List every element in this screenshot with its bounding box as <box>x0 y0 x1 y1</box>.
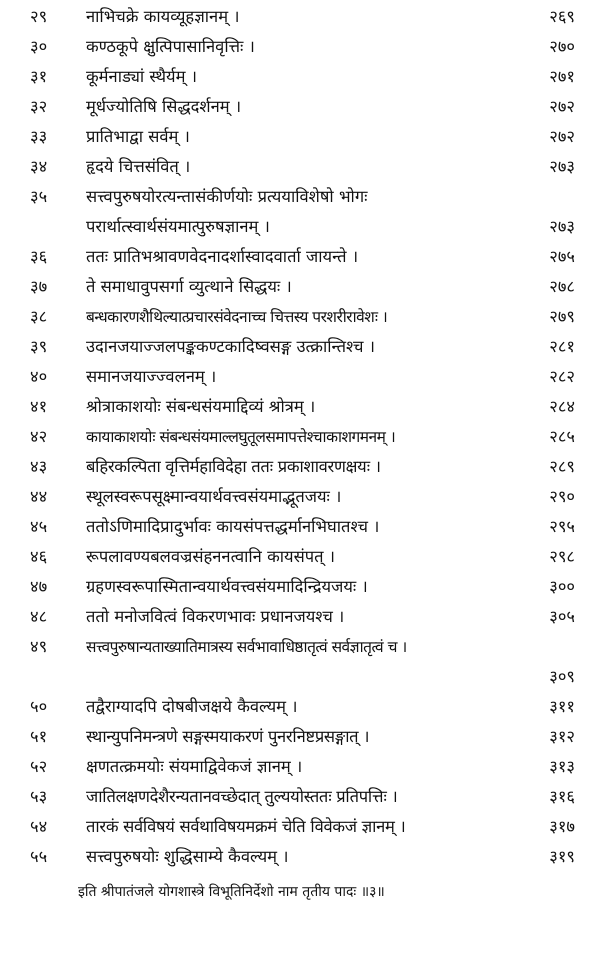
sutra-text: ग्रहणस्वरूपास्मितान्वयार्थवत्त्वसंयमादिन्द्रियजयः । <box>86 577 368 596</box>
sutra-text: ततोऽणिमादिप्रादुर्भावः कायसंपत्तद्धर्मानभिघातश्च । <box>86 517 380 536</box>
sutra-text: कूर्मनाड्यां स्थैर्यम् । <box>86 67 197 86</box>
page-number: २८२ <box>549 367 575 386</box>
page-number: ३१७ <box>549 817 575 836</box>
list-item <box>20 782 585 812</box>
page-number: २७५ <box>549 247 575 266</box>
page-number: ३११ <box>549 697 575 716</box>
list-item <box>20 632 585 692</box>
sutra-number: २९ <box>30 7 48 26</box>
page-number: ३१६ <box>549 787 575 806</box>
page-number: २७२ <box>549 97 575 116</box>
sutra-text: रूपलावण्यबलवज्रसंहननत्वानि कायसंपत् । <box>86 547 336 566</box>
sutra-number: ३३ <box>30 127 48 146</box>
page-number: ३०० <box>549 577 575 596</box>
sutra-number: ५२ <box>30 757 48 776</box>
sutra-text: नाभिचक्रे कायव्यूहज्ञानम् । <box>86 7 240 26</box>
list-item <box>20 542 585 572</box>
sutra-number: ३५ <box>30 187 48 206</box>
sutra-number: ३२ <box>30 97 48 116</box>
page-number: ३०५ <box>549 607 575 626</box>
sutra-number: ४१ <box>30 397 48 416</box>
sutra-number: ३१ <box>30 67 48 86</box>
page-number: ३१९ <box>549 847 575 866</box>
page-number: २९५ <box>549 517 575 536</box>
list-item <box>20 452 585 482</box>
page-number: २७९ <box>549 307 575 326</box>
sutra-text-continued: परार्थात्स्वार्थसंयमात्पुरुषज्ञानम् । <box>86 217 270 236</box>
list-item <box>20 152 585 182</box>
sutra-number: ४४ <box>30 487 48 506</box>
sutra-text: कण्ठकूपे क्षुत्पिपासानिवृत्तिः । <box>86 37 255 56</box>
list-item <box>20 362 585 392</box>
page-number: २७३ <box>549 217 575 236</box>
page-number: २७३ <box>549 157 575 176</box>
list-item <box>20 2 585 32</box>
list-item <box>20 842 585 872</box>
sutra-text: प्रातिभाद्वा सर्वम् । <box>86 127 190 146</box>
list-item <box>20 242 585 272</box>
sutra-number: ५३ <box>30 787 48 806</box>
sutra-number: ४९ <box>30 637 48 656</box>
sutra-text: क्षणतत्क्रमयोः संयमाद्विवेकजं ज्ञानम् । <box>86 757 303 776</box>
page-number: २६९ <box>549 7 575 26</box>
sutra-number: ३० <box>30 37 48 56</box>
sutra-text: हृदये चित्तसंवित् । <box>86 157 191 176</box>
page-number: २९० <box>549 487 575 506</box>
sutra-text: स्थूलस्वरूपसूक्ष्मान्वयार्थवत्त्वसंयमाद्भूतजयः । <box>86 487 342 506</box>
page-number: २८१ <box>549 337 575 356</box>
sutra-number: ५४ <box>30 817 48 836</box>
sutra-text: तद्वैराग्यादपि दोषबीजक्षये कैवल्यम् । <box>86 697 298 716</box>
sutra-text: तारकं सर्वविषयं सर्वथाविषयमक्रमं चेति विवेकजं ज्ञानम् । <box>86 817 406 836</box>
list-item <box>20 692 585 722</box>
list-item <box>20 602 585 632</box>
sutra-number: ४० <box>30 367 48 386</box>
sutra-text: बहिरकल्पिता वृत्तिर्महाविदेहा ततः प्रकाशावरणक्षयः । <box>86 457 381 476</box>
page-number: २८९ <box>549 457 575 476</box>
sutra-text: सत्त्वपुरुषयोरत्यन्तासंकीर्णयोः प्रत्ययाविशेषो भोगः <box>86 187 368 206</box>
sutra-number: ३६ <box>30 247 48 266</box>
list-item <box>20 182 585 242</box>
sutra-text: जातिलक्षणदेशैरन्यतानवच्छेदात् तुल्ययोस्ततः प्रतिपत्तिः । <box>86 787 398 806</box>
sutra-number: ५५ <box>30 847 48 866</box>
sutra-number: ३८ <box>30 307 48 326</box>
list-item <box>20 572 585 602</box>
page-number: २७१ <box>549 67 575 86</box>
list-item <box>20 422 585 452</box>
page-number: ३०९ <box>549 667 575 686</box>
page-number: २७८ <box>549 277 575 296</box>
list-item <box>20 92 585 122</box>
sutra-number: ४८ <box>30 607 48 626</box>
sutra-number: ४७ <box>30 577 48 596</box>
page-number: ३१२ <box>549 727 575 746</box>
sutra-list <box>20 2 585 872</box>
sutra-text: ते समाधावुपसर्गा व्युत्थाने सिद्धयः । <box>86 277 292 296</box>
sutra-number: ५१ <box>30 727 48 746</box>
sutra-text: स्थान्युपनिमन्त्रणे सङ्गस्मयाकरणं पुनरनिष्टप्रसङ्गात् । <box>86 727 370 746</box>
sutra-number: ५० <box>30 697 48 716</box>
sutra-text: समानजयाज्ज्वलनम् । <box>86 367 217 386</box>
page-number: २९८ <box>549 547 575 566</box>
list-item <box>20 392 585 422</box>
sutra-number: ४५ <box>30 517 48 536</box>
list-item <box>20 32 585 62</box>
list-item <box>20 482 585 512</box>
sutra-number: ३४ <box>30 157 48 176</box>
list-item <box>20 62 585 92</box>
sutra-text: श्रोत्राकाशयोः संबन्धसंयमाद्दिव्यं श्रोत्रम् । <box>86 397 316 416</box>
sutra-number: ३७ <box>30 277 48 296</box>
list-item <box>20 722 585 752</box>
list-item <box>20 512 585 542</box>
sutra-text: मूर्धज्योतिषि सिद्धदर्शनम् । <box>86 97 242 116</box>
page-number: २८४ <box>549 397 575 416</box>
page-number: ३१३ <box>549 757 575 776</box>
sutra-text: सत्त्वपुरुषान्यताख्यातिमात्रस्य सर्वभावाधिष्ठातृत्वं सर्वज्ञातृत्वं च । <box>86 638 407 656</box>
sutra-text: ततो मनोजवित्वं विकरणभावः प्रधानजयश्च । <box>86 607 345 626</box>
list-item <box>20 302 585 332</box>
sutra-text: बन्धकारणशैथिल्यात्प्रचारसंवेदनाच्च चित्तस्य परशरीरावेशः । <box>86 308 388 326</box>
sutra-text: कायाकाशयोः संबन्धसंयमाल्लघुतूलसमापत्तेश्चाकाशगमनम् । <box>86 428 396 446</box>
sutra-text: ततः प्रातिभश्रावणवेदनादर्शास्वादवार्ता जायन्ते । <box>86 247 359 266</box>
page-number: २७० <box>549 37 575 56</box>
list-item <box>20 122 585 152</box>
list-item <box>20 332 585 362</box>
list-item <box>20 812 585 842</box>
list-item <box>20 752 585 782</box>
sutra-number: ४६ <box>30 547 48 566</box>
sutra-text: सत्त्वपुरुषयोः शुद्धिसाम्ये कैवल्यम् । <box>86 847 289 866</box>
sutra-text: उदानजयाज्जलपङ्ककण्टकादिष्वसङ्ग उत्क्रान्तिश्च । <box>86 337 375 356</box>
chapter-colophon: इति श्रीपातंजले योगशास्त्रे विभूतिनिर्देशो नाम तृतीय पादः ॥३॥ <box>78 884 385 900</box>
page-number: २७२ <box>549 127 575 146</box>
sutra-number: ३९ <box>30 337 48 356</box>
sutra-number: ४३ <box>30 457 48 476</box>
list-item <box>20 272 585 302</box>
page-number: २८५ <box>549 427 575 446</box>
sutra-number: ४२ <box>30 427 48 446</box>
